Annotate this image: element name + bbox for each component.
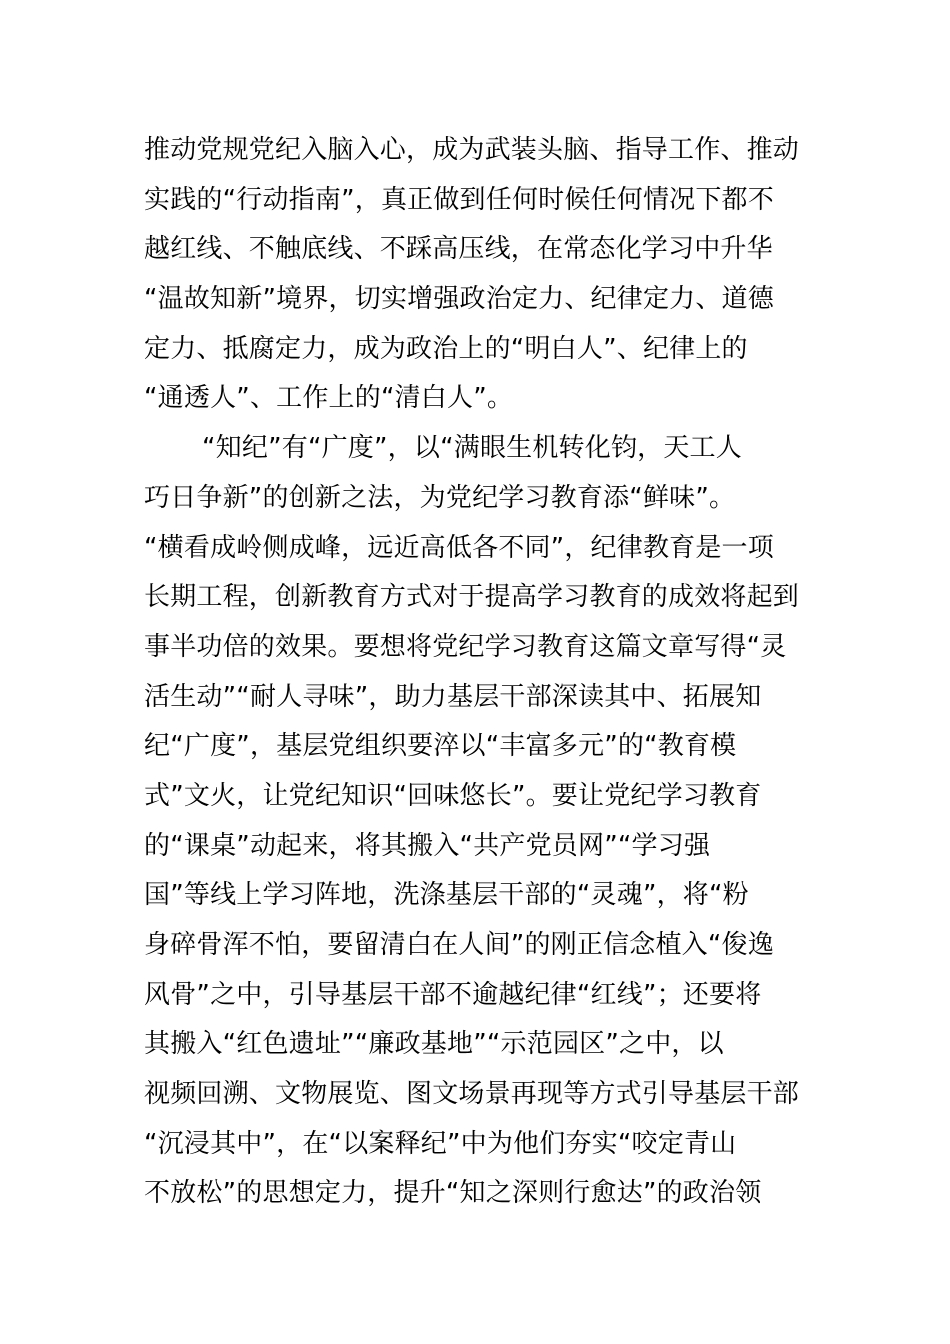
text-line: 风骨”之中，引导基层干部不逾越纪律“红线”；还要将: [144, 979, 762, 1010]
text-line: “横看成岭侧成峰，远近高低各不同”，纪律教育是一项: [144, 532, 774, 563]
paragraph-1: [144, 126, 809, 424]
text-line: 式”文火，让党纪知识“回味悠长”。要让党纪学习教育: [144, 780, 762, 811]
text-line: 视频回溯、文物展览、图文场景再现等方式引导基层干部: [144, 1079, 800, 1110]
text-line: 活生动”“耐人寻味”，助力基层干部深读其中、拓展知: [144, 681, 762, 712]
text-line: 事半功倍的效果。要想将党纪学习教育这篇文章写得“灵: [144, 631, 787, 662]
text-line: “知纪”有“广度”，以“满眼生机转化钧，天工人: [202, 433, 742, 464]
text-line: 身碎骨浑不怕，要留清白在人间”的刚正信念植入“俊逸: [144, 930, 774, 960]
text-line: 国”等线上学习阵地，洗涤基层干部的“灵魂”，将“粉: [144, 880, 749, 911]
text-line: 其搬入“红色遗址”“廉政基地”“示范园区”之中，以: [144, 1029, 724, 1060]
text-line: “温故知新”境界，切实增强政治定力、纪律定力、道德: [144, 284, 774, 315]
text-line: 巧日争新”的创新之法，为党纪学习教育添“鲜味”。: [144, 482, 736, 513]
text-line: “沉浸其中”，在“以案释纪”中为他们夯实“咬定青山: [144, 1128, 737, 1159]
text-line: 不放松”的思想定力，提升“知之深则行愈达”的政治领: [144, 1178, 762, 1209]
text-line: 纪“广度”，基层党组织要淬以“丰富多元”的“教育模: [144, 731, 737, 762]
text-line: “通透人”、工作上的“清白人”。: [144, 383, 514, 414]
text-line: 推动党规党纪入脑入心，成为武装头脑、指导工作、推动: [144, 135, 800, 165]
text-line: 长期工程，创新教育方式对于提高学习教育的成效将起到: [144, 582, 800, 613]
text-line: 越红线、不触底线、不踩高压线，在常态化学习中升华: [144, 234, 773, 265]
body-text: [144, 126, 809, 1219]
text-line: 的“课桌”动起来，将其搬入“共产党员网”“学习强: [144, 830, 711, 861]
text-line: 定力、抵腐定力，成为政治上的“明白人”、纪律上的: [144, 333, 748, 364]
text-line: 实践的“行动指南”，真正做到任何时候任何情况下都不: [144, 184, 774, 215]
paragraph-2: [144, 424, 809, 1219]
